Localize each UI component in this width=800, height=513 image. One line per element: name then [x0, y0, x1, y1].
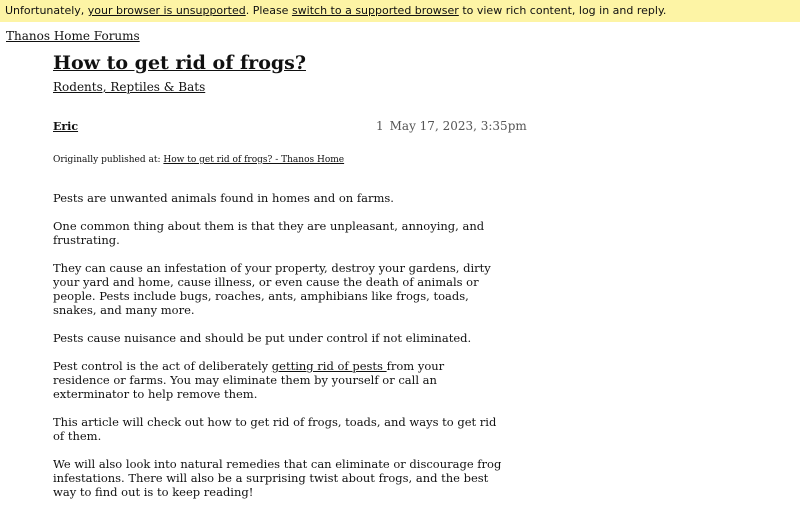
post-paragraph: They can cause an infestation of your property, destroy your gardens, dirty your yard and home, cause illness, or even cause the death of animals or people. Pests include bugs, roaches, ants, amphibians like frogs, toads, snakes, and many more. — [53, 261, 491, 317]
unsupported-browser-link[interactable]: your browser is unsupported — [87, 4, 246, 17]
banner-text-suffix: to view rich content, log in and reply. — [458, 4, 667, 17]
banner-text-prefix: Unfortunately, — [5, 4, 88, 17]
post-author-link[interactable]: Eric — [53, 120, 79, 133]
post-paragraph: Pests cause nuisance and should be put under control if not eliminated. — [53, 331, 472, 345]
post-date: May 17, 2023, 3:35pm — [389, 119, 527, 133]
post-paragraph: We will also look into natural remedies that can eliminate or discourage frog infestations. There will also be a surprising twist about frogs, and the best way to find out is to keep reading! — [53, 457, 502, 499]
category-link[interactable]: Rodents, Reptiles & Bats — [53, 80, 206, 94]
topic-title[interactable]: How to get rid of frogs? — [53, 52, 306, 74]
originally-published — [53, 155, 344, 165]
post-paragraph: One common thing about them is that they are unpleasant, annoying, and frustrating. — [53, 219, 485, 247]
paragraph-text: from your residence or farms. You may eliminate them by yourself or call an exterminator to help remove them. — [53, 359, 445, 401]
getting-rid-of-pests-link[interactable]: getting rid of pests — [271, 359, 387, 373]
post-meta — [376, 119, 527, 133]
banner-text-middle: . Please — [245, 4, 292, 17]
post-number: 1 — [376, 119, 384, 133]
published-prefix: Originally published at: — [53, 155, 164, 165]
paragraph-text: Pest control is the act of deliberately — [53, 359, 272, 373]
post-body — [53, 191, 503, 513]
post-paragraph: This article will check out how to get rid of frogs, toads, and ways to get rid of them. — [53, 415, 497, 443]
original-article-link[interactable]: How to get rid of frogs? - Thanos Home — [163, 155, 345, 165]
site-home-link[interactable]: Thanos Home Forums — [6, 29, 140, 43]
unsupported-browser-banner — [0, 0, 800, 22]
post-paragraph — [53, 359, 503, 401]
post-paragraph: Pests are unwanted animals found in homes and on farms. — [53, 191, 394, 205]
supported-browser-link[interactable]: switch to a supported browser — [291, 4, 459, 17]
